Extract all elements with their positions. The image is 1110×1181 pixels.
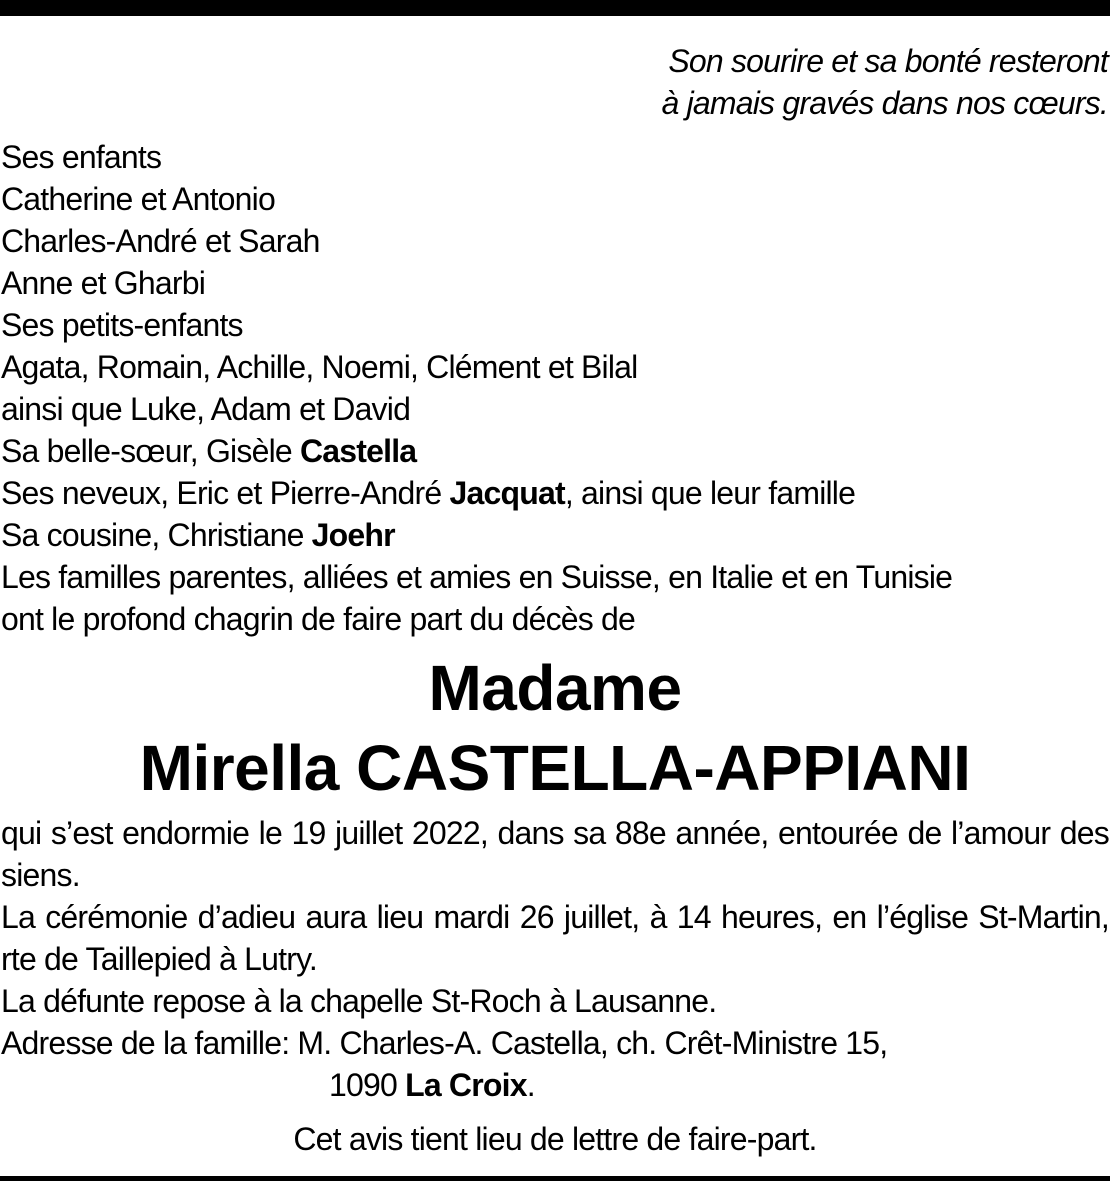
family-member — [1, 430, 952, 472]
relation-text: Sa belle-sœur, Gisèle — [1, 433, 300, 469]
city: La Croix — [405, 1067, 527, 1103]
relation-text: Ses neveux, Eric et Pierre-André — [1, 475, 450, 511]
families-line: Les familles parentes, alliées et amies en Suisse, en Italie et en Tunisie — [1, 559, 953, 595]
family-member: ainsi que Luke, Adam et David — [1, 391, 411, 427]
surname: Jacquat — [449, 475, 565, 511]
family-member: Agata, Romain, Achille, Noemi, Clément et Bilal — [1, 349, 638, 385]
relation-text: Sa cousine, Christiane — [1, 517, 312, 553]
address-end: . — [526, 1067, 535, 1103]
death-paragraph: qui s’est endormie le 19 juillet 2022, dans sa 88e année, entourée de l’amour des siens. — [1, 815, 1109, 893]
postcode: 1090 — [329, 1067, 406, 1103]
family-member — [1, 514, 952, 556]
details-section — [1, 812, 1109, 1106]
footer-note: Cet avis tient lieu de lettre de faire-part. — [293, 1121, 817, 1157]
family-member — [1, 472, 952, 514]
repose-line: La défunte repose à la chapelle St-Roch à Lausanne. — [1, 983, 717, 1019]
family-member: Charles-André et Sarah — [1, 223, 320, 259]
epigraph-line: à jamais gravés dans nos cœurs. — [661, 85, 1108, 121]
children-heading: Ses enfants — [1, 139, 162, 175]
ceremony-paragraph: La cérémonie d’adieu aura lieu mardi 26 juillet, à 14 heures, en l’église St-Martin, rte de Taillepied à Lutry. — [1, 899, 1109, 977]
deceased-name-block — [0, 648, 1110, 808]
grandchildren-heading: Ses petits-enfants — [1, 307, 243, 343]
surname: Castella — [299, 433, 417, 469]
deceased-name: Mirella CASTELLA-APPIANI — [139, 732, 971, 804]
bottom-border-rule — [0, 1176, 1110, 1181]
relation-text: , ainsi que leur famille — [564, 475, 856, 511]
epigraph-line: Son sourire et sa bonté resteront — [668, 43, 1108, 79]
surname: Joehr — [311, 517, 395, 553]
epigraph — [662, 40, 1109, 124]
family-list — [1, 136, 952, 640]
family-member: Catherine et Antonio — [1, 181, 275, 217]
address-line: Adresse de la famille: M. Charles-A. Castella, ch. Crêt-Ministre 15, — [1, 1025, 888, 1061]
deceased-title: Madame — [428, 652, 682, 724]
top-border-rule — [0, 0, 1110, 16]
announcement-line: ont le profond chagrin de faire part du décès de — [1, 601, 636, 637]
address-city-line — [1, 1064, 1109, 1106]
family-member: Anne et Gharbi — [1, 265, 206, 301]
